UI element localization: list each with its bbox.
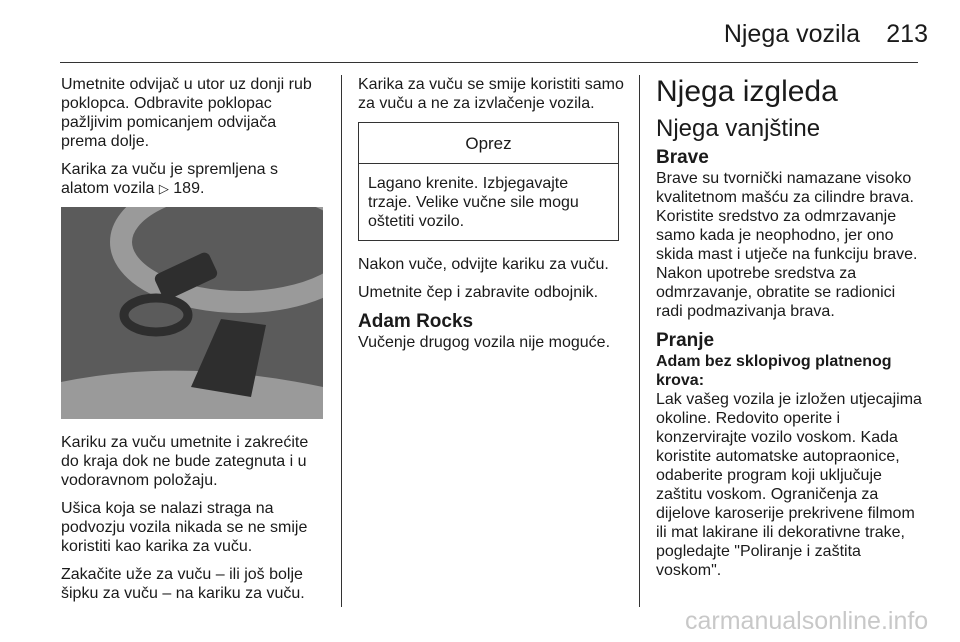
header-rule [60,62,918,63]
washing-runin: Adam bez sklopivog platnenog krova: [656,353,892,389]
locks-paragraph: Brave su tvornički namazane visoko kvalitetnom mašću za cilindre brava. Koristite sredstvo za odmrzavanje samo kada je neophodno, jer ono skida mast i utječe na funkciju brave. Nakon upotrebe sredstva za odmrzavanje, obratite se radionici radi podmazivanja brava. [656,170,918,320]
column-right [656,75,924,589]
rear-eye-warning-paragraph: Ušica koja se nalazi straga na podvozju vozila nikada se ne smije koristiti kao karika za vuču. [61,500,308,555]
washing-text: Lak vašeg vozila je izložen utjecajima okoline. Redovito operite i konzervirajte vozilo voskom. Kada koristite automatske autopraonice, odaberite program koji uključuje zaštitu voskom. Ograničenja za dijelove karoserije prekrivene filmom ili mat lakirane ili dekorativne trake, pogledajte "Poliranje i zaštita voskom". [656,391,922,579]
column-divider-left [341,75,342,607]
running-header-title: Njega vozila [723,20,860,48]
column-divider-right [639,75,640,607]
washing-paragraph [656,352,924,580]
tow-eye-storage-paragraph [61,160,325,198]
locks-heading: Brave [656,147,709,168]
caution-text: Lagano krenite. Izbjegavajte trzaje. Velike vučne sile mogu oštetiti vozilo. [368,175,579,230]
caution-box [358,122,619,241]
page-number: 213 [886,20,928,48]
tow-eye-photo [61,207,323,419]
subsection-title: Njega vanjštine [656,115,821,142]
insert-tow-eye-paragraph: Kariku za vuču umetnite i zakrećite do kraja dok ne bude zategnuta i u vodoravnom položaju. [61,434,309,489]
page-reference[interactable]: 189. [173,180,205,197]
tow-eye-usage-paragraph: Karika za vuču se smije koristiti samo za vuču a ne za izvlačenje vozila. [358,76,624,112]
instruction-paragraph: Umetnite odvijač u utor uz donji rub poklopca. Odbravite poklopac pažljivim pomicanjem odvijača prema dolje. [61,76,312,150]
column-left [61,75,325,612]
storage-text: Karika za vuču je spremljena s alatom vozila [61,161,278,197]
insert-plug-paragraph: Umetnite čep i zabravite odbojnik. [358,284,599,301]
after-towing-paragraph: Nakon vuče, odvijte kariku za vuču. [358,256,609,273]
xref-arrow-icon: ▷ [158,181,169,196]
column-middle [358,75,624,361]
caution-title: Oprez [359,123,618,164]
attach-rope-paragraph: Zakačite uže za vuču – ili još bolje šipku za vuču – na kariku za vuču. [61,566,305,602]
section-title: Njega izgleda [656,75,838,108]
watermark: carmanualsonline.info [685,607,929,635]
adam-rocks-paragraph: Vučenje drugog vozila nije moguće. [358,334,611,351]
adam-rocks-heading: Adam Rocks [358,311,474,332]
washing-heading: Pranje [656,330,715,351]
